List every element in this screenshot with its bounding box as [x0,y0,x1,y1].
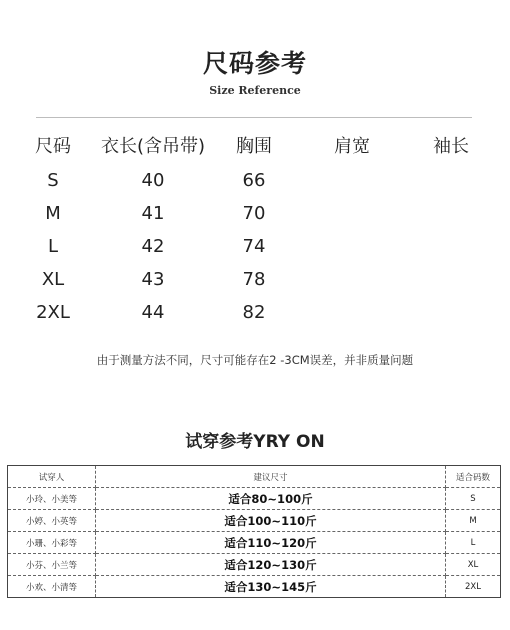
size-cell: XL [41,269,65,290]
person-cell: 小欢、小清等 [8,576,96,598]
header-size: 尺码 [35,136,71,157]
fit-size-cell: S [446,488,501,510]
table-row [8,576,501,598]
page-subtitle: Size Reference [209,84,301,97]
weight-cell: 适合100~110斤 [96,510,446,532]
bust-cell: 66 [242,170,266,191]
person-cell: 小芬、小兰等 [8,554,96,576]
person-cell: 小珊、小彩等 [8,532,96,554]
size-table-header [0,134,510,160]
weight-cell: 适合130~145斤 [96,576,446,598]
header-person: 试穿人 [8,466,96,488]
bust-cell: 78 [242,269,266,290]
header-shoulder: 肩宽 [334,136,370,157]
table-row [8,488,501,510]
header-suggested-size: 建议尺寸 [96,466,446,488]
header-sleeve: 袖长 [433,136,469,157]
page-title: 尺码参考 [202,49,307,78]
length-cell: 42 [141,236,165,257]
fit-size-cell: XL [446,554,501,576]
size-cell: L [47,236,59,257]
person-cell: 小玲、小美等 [8,488,96,510]
header-bust: 胸围 [236,136,272,157]
header-length: 衣长(含吊带) [100,136,206,157]
length-cell: 40 [141,170,165,191]
size-row [0,300,510,326]
size-cell: M [45,203,61,224]
length-cell: 43 [141,269,165,290]
length-cell: 44 [141,302,165,323]
person-cell: 小婷、小英等 [8,510,96,532]
bust-cell: 82 [242,302,266,323]
tryon-header-row [8,466,501,488]
table-row [8,510,501,532]
fit-size-cell: 2XL [446,576,501,598]
size-cell: S [47,170,59,191]
tryon-table [7,465,501,598]
bust-cell: 70 [242,203,266,224]
tryon-title: 试穿参考YRY ON [185,432,325,452]
size-row [0,267,510,293]
measurement-note: 由于测量方法不同，尺寸可能存在2 -3CM误差，并非质量问题 [96,353,414,367]
length-cell: 41 [141,203,165,224]
size-row [0,201,510,227]
table-row [8,532,501,554]
fit-size-cell: L [446,532,501,554]
size-cell: 2XL [36,302,70,323]
bust-cell: 74 [242,236,266,257]
weight-cell: 适合110~120斤 [96,532,446,554]
table-row [8,554,501,576]
fit-size-cell: M [446,510,501,532]
title-divider [36,117,472,118]
weight-cell: 适合80~100斤 [96,488,446,510]
weight-cell: 适合120~130斤 [96,554,446,576]
header-fit-size: 适合码数 [446,466,501,488]
size-row [0,234,510,260]
size-row [0,168,510,194]
